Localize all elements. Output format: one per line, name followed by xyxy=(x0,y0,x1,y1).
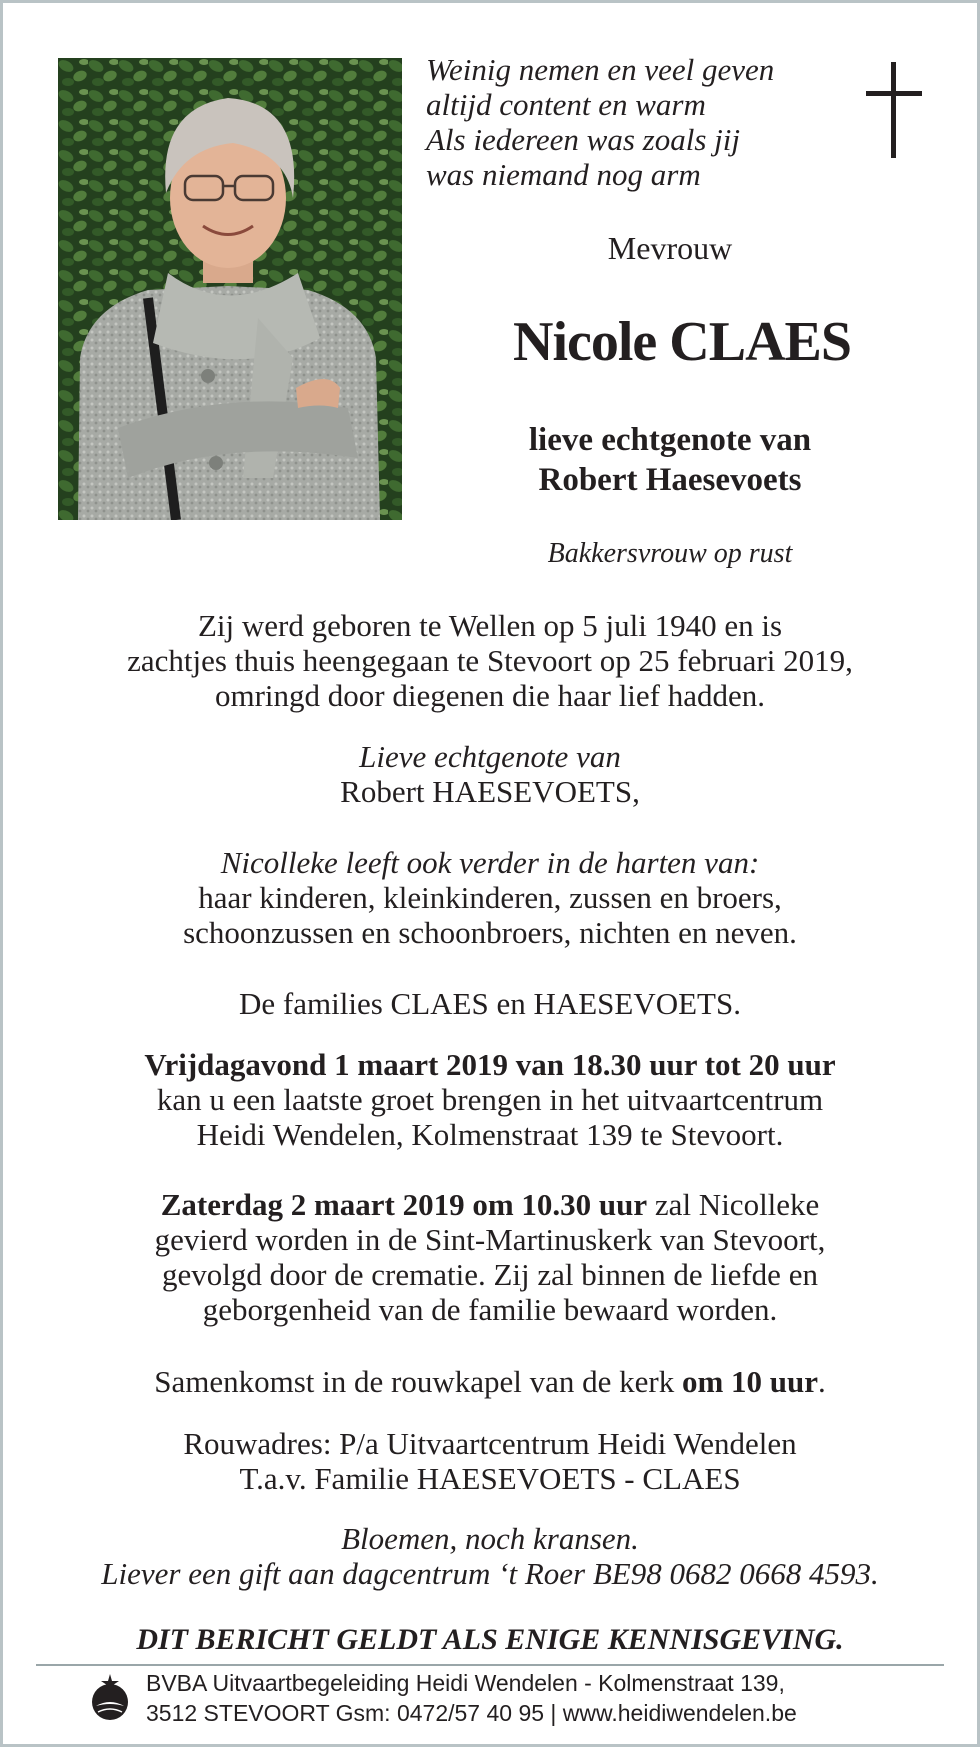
poem-line: Weinig nemen en veel geven xyxy=(426,52,775,87)
spouse-block xyxy=(0,739,980,809)
address-line: T.a.v. Familie HAESEVOETS - CLAES xyxy=(239,1461,741,1496)
paragraph-line: gevolgd door de crematie. Zij zal binnen de liefde en xyxy=(162,1257,818,1292)
birth-death-paragraph xyxy=(0,608,980,713)
address-line: Rouwadres: P/a Uitvaartcentrum Heidi Wendelen xyxy=(183,1426,797,1461)
funeral-home-logo xyxy=(88,1672,132,1722)
footer-divider xyxy=(36,1664,944,1666)
poem-line: was niemand nog arm xyxy=(426,157,701,192)
paragraph-line: geborgenheid van de familie bewaard worden. xyxy=(202,1292,778,1327)
cross-icon xyxy=(866,62,922,158)
paragraph-line: Heidi Wendelen, Kolmenstraat 139 te Stevoort. xyxy=(196,1117,784,1152)
portrait-photo xyxy=(58,58,402,520)
paragraph-line: zachtjes thuis heengegaan te Stevoort op 25 februari 2019, xyxy=(127,643,853,678)
spouse-block-label: Lieve echtgenote van xyxy=(359,739,621,774)
spouse-heading xyxy=(470,420,870,500)
families-line: De families CLAES en HAESEVOETS. xyxy=(239,986,741,1021)
paragraph-line: schoonzussen en schoonbroers, nichten en neven. xyxy=(183,915,797,950)
deceased-name: Nicole CLAES xyxy=(513,311,851,373)
footer-line: BVBA Uitvaartbegeleiding Heidi Wendelen - Kolmenstraat 139, xyxy=(146,1670,785,1696)
ceremony-paragraph xyxy=(0,1187,980,1327)
occupation: Bakkersvrouw op rust xyxy=(547,538,793,569)
flowers-line: Bloemen, noch kransen. xyxy=(341,1521,639,1556)
spouse-name: Robert Haesevoets xyxy=(538,462,802,498)
gathering-time: om 10 uur xyxy=(681,1364,819,1399)
ceremony-first-line xyxy=(0,1187,980,1222)
ceremony-time: Zaterdag 2 maart 2019 om 10.30 uur xyxy=(160,1187,648,1222)
donation-line: Liever een gift aan dagcentrum ‘t Roer BE98 0682 0668 4593. xyxy=(101,1556,879,1591)
paragraph-line: haar kinderen, kleinkinderen, zussen en broers, xyxy=(198,880,782,915)
loved-by-intro: Nicolleke leeft ook verder in de harten van: xyxy=(220,845,760,880)
poem-line: altijd content en warm xyxy=(426,87,706,122)
paragraph-line: Zij werd geboren te Wellen op 5 juli 1940 en is xyxy=(197,608,783,643)
spouse-block-name: Robert HAESEVOETS, xyxy=(340,774,640,809)
footer-line: 3512 STEVOORT Gsm: 0472/57 40 95 | www.heidiwendelen.be xyxy=(146,1700,797,1726)
mourning-address xyxy=(0,1426,980,1496)
poem xyxy=(426,52,826,192)
paragraph-line: kan u een laatste groet brengen in het uitvaartcentrum xyxy=(156,1082,824,1117)
paragraph-line: omringd door diegenen die haar lief hadden. xyxy=(214,678,766,713)
spouse-label: lieve echtgenote van xyxy=(528,422,812,458)
visitation-paragraph xyxy=(0,1047,980,1152)
flowers-note xyxy=(0,1521,980,1591)
paragraph-line: gevierd worden in de Sint-Martinuskerk van Stevoort, xyxy=(154,1222,826,1257)
loved-by-paragraph xyxy=(0,845,980,950)
gathering-line xyxy=(0,1364,980,1399)
funeral-home-footer xyxy=(146,1668,797,1728)
ceremony-first-line-rest: zal Nicolleke xyxy=(647,1187,820,1222)
gathering-end: . xyxy=(818,1364,826,1399)
visitation-time: Vrijdagavond 1 maart 2019 van 18.30 uur tot 20 uur xyxy=(144,1047,836,1082)
gathering-text: Samenkomst in de rouwkapel van de kerk xyxy=(154,1364,682,1399)
honorific: Mevrouw xyxy=(607,230,733,266)
poem-line: Als iedereen was zoals jij xyxy=(426,122,740,157)
notice-statement: DIT BERICHT GELDT ALS ENIGE KENNISGEVING. xyxy=(136,1623,844,1656)
